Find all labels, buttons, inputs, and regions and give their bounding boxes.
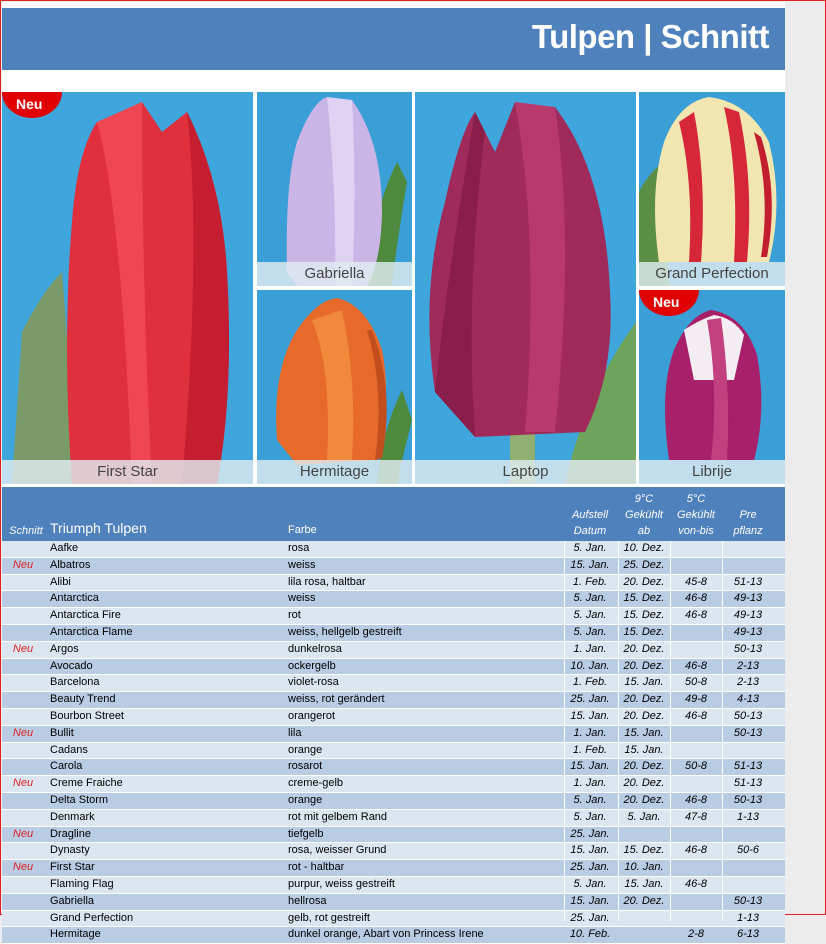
gekuehlt-5c: 45-8 <box>684 575 708 588</box>
variety-color: rosa, weisser Grund <box>288 844 387 857</box>
gekuehlt-5c: 50-8 <box>684 676 708 689</box>
gekuehlt-9c: 10. Dez. <box>623 542 665 554</box>
variety-color: ockergelb <box>288 659 336 672</box>
col-header-g9-2: Gekühlt <box>625 509 663 521</box>
aufstell-datum: 5. Jan. <box>573 609 607 622</box>
variety-color: weiss <box>288 592 316 605</box>
aufstell-datum: 25. Jan. <box>570 827 610 840</box>
aufstell-datum: 1. Jan. <box>573 642 607 655</box>
variety-name: Barcelona <box>50 676 100 689</box>
aufstell-datum: 25. Jan. <box>570 911 610 924</box>
variety-name: Aafke <box>50 542 79 554</box>
variety-name: Dragline <box>50 827 91 840</box>
tile-caption: Grand Perfection <box>639 262 785 286</box>
gekuehlt-9c: 15. Dez. <box>623 609 665 622</box>
gekuehlt-5c: 49-8 <box>684 693 708 706</box>
variety-color: weiss, rot gerändert <box>288 693 385 706</box>
variety-table <box>2 541 785 944</box>
col-header-farbe: Farbe <box>288 524 317 536</box>
gekuehlt-9c: 15. Jan. <box>624 743 664 756</box>
col-header-aufstell-2: Datum <box>573 525 607 537</box>
pre-pflanz: 1-13 <box>736 810 760 823</box>
aufstell-datum: 1. Jan. <box>573 726 607 739</box>
neu-marker: Neu <box>12 777 34 790</box>
table-row <box>2 659 785 676</box>
table-header <box>2 487 785 541</box>
col-header-g5-2: Gekühlt <box>677 509 715 521</box>
variety-color: weiss, hellgelb gestreift <box>288 625 402 638</box>
pre-pflanz: 6-13 <box>736 928 760 941</box>
variety-color: rosa <box>288 542 310 554</box>
gekuehlt-9c: 20. Dez. <box>623 760 665 773</box>
variety-color: dunkel orange, Abart von Princess Irene <box>288 928 484 941</box>
table-row <box>2 810 785 827</box>
tulip-image-laptop <box>415 92 636 484</box>
pre-pflanz: 50-13 <box>733 894 763 907</box>
gekuehlt-9c: 20. Dez. <box>623 709 665 722</box>
column-divider <box>670 541 671 921</box>
tile-caption: Laptop <box>415 460 636 484</box>
variety-color: orange <box>288 743 323 756</box>
gekuehlt-9c: 20. Dez. <box>623 894 665 907</box>
tile-librije[interactable] <box>639 290 785 484</box>
title-bar <box>2 8 785 70</box>
gekuehlt-5c: 46-8 <box>684 609 708 622</box>
gekuehlt-9c: 15. Jan. <box>624 877 664 890</box>
pre-pflanz: 4-13 <box>736 693 760 706</box>
gekuehlt-5c: 46-8 <box>684 793 708 806</box>
table-row <box>2 759 785 776</box>
table-row <box>2 642 785 659</box>
gekuehlt-5c: 46-8 <box>684 709 708 722</box>
table-row <box>2 625 785 642</box>
variety-name: Antarctica Fire <box>50 609 121 622</box>
table-row <box>2 743 785 760</box>
catalog-page <box>2 2 785 941</box>
gekuehlt-5c: 46-8 <box>684 844 708 857</box>
col-header-g9-1: 9°C <box>634 493 654 505</box>
page-title: Tulpen | Schnitt <box>531 18 769 55</box>
variety-name: Antarctica <box>50 592 99 605</box>
variety-color: lila <box>288 726 302 739</box>
pre-pflanz: 49-13 <box>733 625 763 638</box>
column-divider <box>722 541 723 921</box>
variety-color: orange <box>288 793 323 806</box>
col-header-aufstell-1: Aufstell <box>571 509 609 521</box>
gekuehlt-9c: 15. Jan. <box>624 676 664 689</box>
tile-hermitage[interactable] <box>257 290 412 484</box>
variety-name: Flaming Flag <box>50 877 114 890</box>
gekuehlt-9c: 20. Dez. <box>623 575 665 588</box>
tile-caption: Hermitage <box>257 460 412 484</box>
neu-marker: Neu <box>12 642 34 655</box>
gekuehlt-9c: 20. Dez. <box>623 642 665 655</box>
variety-name: Alibi <box>50 575 71 588</box>
pre-pflanz: 50-13 <box>733 726 763 739</box>
gekuehlt-9c: 5. Jan. <box>627 810 661 823</box>
col-header-schnitt: Schnitt <box>9 525 43 537</box>
tile-caption: First Star <box>2 460 253 484</box>
variety-color: rosarot <box>288 760 323 773</box>
table-row <box>2 776 785 793</box>
pre-pflanz: 49-13 <box>733 609 763 622</box>
gekuehlt-5c: 2-8 <box>688 928 704 941</box>
aufstell-datum: 1. Feb. <box>572 676 608 689</box>
tulip-image-grand-perfection <box>639 92 785 286</box>
gekuehlt-9c: 15. Jan. <box>624 726 664 739</box>
neu-marker: Neu <box>12 827 34 840</box>
aufstell-datum: 15. Jan. <box>570 709 610 722</box>
variety-color: violet-rosa <box>288 676 339 689</box>
aufstell-datum: 15. Jan. <box>570 760 610 773</box>
table-row <box>2 827 785 844</box>
col-header-g5-3: von-bis <box>678 525 714 537</box>
aufstell-datum: 10. Feb. <box>569 928 611 941</box>
variety-color: orangerot <box>288 709 336 722</box>
variety-name: Dynasty <box>50 844 90 857</box>
gekuehlt-9c: 20. Dez. <box>623 777 665 790</box>
tulip-image-gabriella <box>257 92 412 286</box>
pre-pflanz: 2-13 <box>736 676 760 689</box>
tile-caption: Gabriella <box>257 262 412 286</box>
variety-color: creme-gelb <box>288 777 344 790</box>
table-row <box>2 860 785 877</box>
gekuehlt-9c: 25. Dez. <box>623 558 665 571</box>
aufstell-datum: 25. Jan. <box>570 693 610 706</box>
variety-name: Avocado <box>50 659 93 672</box>
pre-pflanz: 51-13 <box>733 777 763 790</box>
variety-color: weiss <box>288 558 316 571</box>
tulip-image-hermitage <box>257 290 412 484</box>
gekuehlt-5c: 46-8 <box>684 659 708 672</box>
pre-pflanz: 49-13 <box>733 592 763 605</box>
aufstell-datum: 5. Jan. <box>573 793 607 806</box>
pre-pflanz: 50-13 <box>733 793 763 806</box>
tulip-image-first-star <box>2 92 253 484</box>
variety-name: First Star <box>50 861 95 874</box>
aufstell-datum: 5. Jan. <box>573 542 607 554</box>
table-row <box>2 608 785 625</box>
variety-name: Bullit <box>50 726 74 739</box>
aufstell-datum: 1. Jan. <box>573 777 607 790</box>
variety-color: rot - haltbar <box>288 861 345 874</box>
pre-pflanz: 50-13 <box>733 642 763 655</box>
gekuehlt-5c: 50-8 <box>684 760 708 773</box>
variety-color: lila rosa, haltbar <box>288 575 366 588</box>
variety-name: Bourbon Street <box>50 709 124 722</box>
gekuehlt-9c: 20. Dez. <box>623 659 665 672</box>
column-divider <box>564 541 565 921</box>
tile-grand-perfection[interactable] <box>639 92 785 286</box>
gekuehlt-9c: 10. Jan. <box>624 861 664 874</box>
variety-color: dunkelrosa <box>288 642 342 655</box>
aufstell-datum: 25. Jan. <box>570 861 610 874</box>
variety-name: Delta Storm <box>50 793 109 806</box>
gekuehlt-5c: 46-8 <box>684 877 708 890</box>
table-row <box>2 927 785 944</box>
variety-color: purpur, weiss gestreift <box>288 877 395 890</box>
variety-color: rot mit gelbem Rand <box>288 810 388 823</box>
tile-first-star[interactable] <box>2 92 253 484</box>
pre-pflanz: 1-13 <box>736 911 760 924</box>
pre-pflanz: 50-6 <box>736 844 760 857</box>
pre-pflanz: 51-13 <box>733 575 763 588</box>
gekuehlt-9c: 20. Dez. <box>623 693 665 706</box>
col-header-pre-1: Pre <box>739 509 757 521</box>
variety-name: Hermitage <box>50 928 101 941</box>
table-row <box>2 558 785 575</box>
variety-name: Argos <box>50 642 79 655</box>
column-divider <box>618 541 619 921</box>
gekuehlt-9c: 15. Dez. <box>623 592 665 605</box>
table-row <box>2 541 785 558</box>
aufstell-datum: 5. Jan. <box>573 810 607 823</box>
tulip-image-librije <box>639 290 785 484</box>
aufstell-datum: 1. Feb. <box>572 743 608 756</box>
neu-badge: Neu <box>2 92 62 118</box>
neu-marker: Neu <box>12 861 34 874</box>
table-row <box>2 575 785 592</box>
gekuehlt-9c: 15. Dez. <box>623 625 665 638</box>
neu-marker: Neu <box>12 726 34 739</box>
variety-color: tiefgelb <box>288 827 324 840</box>
gekuehlt-5c: 46-8 <box>684 592 708 605</box>
col-header-g5-1: 5°C <box>686 493 706 505</box>
variety-name: Beauty Trend <box>50 693 116 706</box>
table-row <box>2 726 785 743</box>
tile-gabriella[interactable] <box>257 92 412 286</box>
table-row <box>2 894 785 911</box>
aufstell-datum: 15. Jan. <box>570 844 610 857</box>
table-row <box>2 843 785 860</box>
aufstell-datum: 5. Jan. <box>573 625 607 638</box>
neu-marker: Neu <box>12 558 34 571</box>
gekuehlt-5c: 47-8 <box>684 810 708 823</box>
table-row <box>2 591 785 608</box>
table-row <box>2 692 785 709</box>
variety-color: hellrosa <box>288 894 327 907</box>
pre-pflanz: 50-13 <box>733 709 763 722</box>
variety-name: Carola <box>50 760 83 773</box>
aufstell-datum: 15. Jan. <box>570 558 610 571</box>
aufstell-datum: 5. Jan. <box>573 592 607 605</box>
variety-name: Albatros <box>50 558 91 571</box>
table-row <box>2 793 785 810</box>
aufstell-datum: 5. Jan. <box>573 877 607 890</box>
col-header-g9-3: ab <box>637 525 651 537</box>
variety-name: Antarctica Flame <box>50 625 133 638</box>
tile-laptop[interactable] <box>415 92 636 484</box>
variety-color: rot <box>288 609 301 622</box>
neu-badge: Neu <box>639 290 699 316</box>
variety-name: Gabriella <box>50 894 95 907</box>
col-header-sorte: Triumph Tulpen <box>50 520 147 536</box>
variety-name: Creme Fraiche <box>50 777 123 790</box>
table-row <box>2 675 785 692</box>
col-header-pre-2: pflanz <box>733 525 763 537</box>
tile-caption: Librije <box>639 460 785 484</box>
variety-color: gelb, rot gestreift <box>288 911 370 924</box>
table-row <box>2 911 785 928</box>
variety-name: Denmark <box>50 810 95 823</box>
aufstell-datum: 1. Feb. <box>572 575 608 588</box>
pre-pflanz: 51-13 <box>733 760 763 773</box>
pre-pflanz: 2-13 <box>736 659 760 672</box>
aufstell-datum: 10. Jan. <box>570 659 610 672</box>
gekuehlt-9c: 20. Dez. <box>623 793 665 806</box>
aufstell-datum: 15. Jan. <box>570 894 610 907</box>
gekuehlt-9c: 15. Dez. <box>623 844 665 857</box>
table-row <box>2 877 785 894</box>
variety-name: Cadans <box>50 743 88 756</box>
variety-name: Grand Perfection <box>50 911 134 924</box>
table-row <box>2 709 785 726</box>
